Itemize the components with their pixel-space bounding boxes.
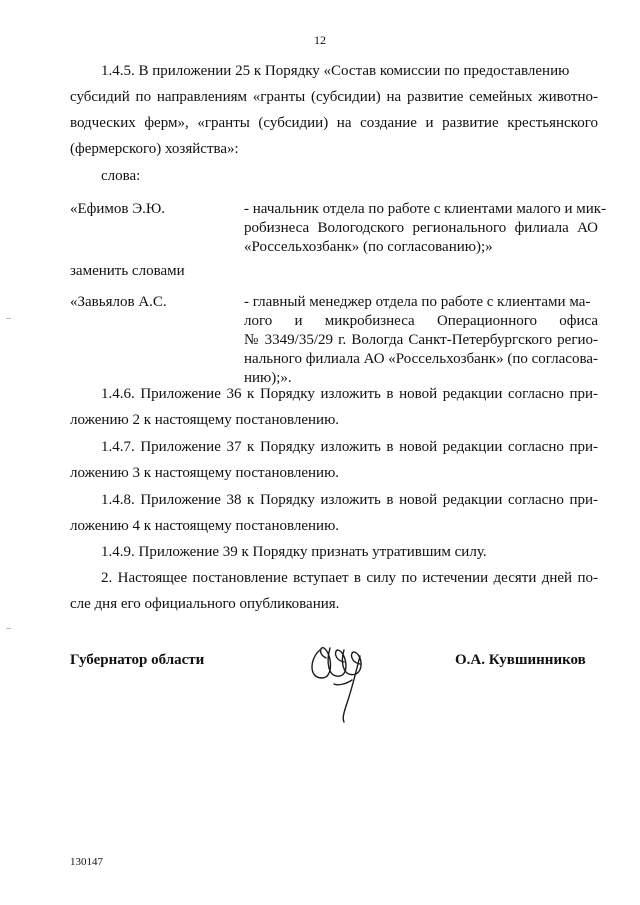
page-number: 12 xyxy=(314,33,326,47)
new-person-desc-2: лого и микробизнеса Операционного офиса xyxy=(244,313,598,329)
p146-line-2: ложению 2 к настоящему постановлению. xyxy=(70,412,340,428)
p145-line-1: 1.4.5. В приложении 25 к Порядку «Состав комиссии по предоставлению xyxy=(101,63,570,79)
p146-line-1: 1.4.6. Приложение 36 к Порядку изложить в новой редакции согласно при- xyxy=(101,386,598,402)
new-person-desc-3: № 3349/35/29 г. Вологда Санкт-Петербургского регио- xyxy=(244,332,598,348)
signer-position: Губернатор области xyxy=(70,652,205,668)
p145-line-4: (фермерского) хозяйства»: xyxy=(70,141,239,157)
document-code: 130147 xyxy=(70,856,103,868)
p148-line-2: ложению 4 к настоящему постановлению. xyxy=(70,518,340,534)
replace-label: заменить словами xyxy=(70,263,185,279)
new-person-name: «Завьялов А.С. xyxy=(70,294,167,310)
old-person-desc-1: - начальник отдела по работе с клиентами малого и мик- xyxy=(244,201,607,217)
words-label: слова: xyxy=(101,168,141,184)
p2-line-2: сле дня его официального опубликования. xyxy=(70,596,340,612)
handwritten-signature xyxy=(298,628,388,723)
p145-line-2: субсидий по направлениям «гранты (субсидии) на развитие семейных животно- xyxy=(70,89,598,105)
p145-line-3: водческих ферм», «гранты (субсидии) на создание и развитие крестьянского xyxy=(70,115,598,131)
signer-name: О.А. Кувшинников xyxy=(455,652,586,668)
scan-mark xyxy=(6,628,11,629)
p2-line-1: 2. Настоящее постановление вступает в силу по истечении десяти дней по- xyxy=(101,570,598,586)
new-person-desc-1: - главный менеджер отдела по работе с клиентами ма- xyxy=(244,294,591,310)
old-person-name: «Ефимов Э.Ю. xyxy=(70,201,166,217)
p148-line-1: 1.4.8. Приложение 38 к Порядку изложить в новой редакции согласно при- xyxy=(101,492,598,508)
p149-line: 1.4.9. Приложение 39 к Порядку признать утратившим силу. xyxy=(101,544,487,560)
new-person-desc-5: нию);». xyxy=(244,370,292,386)
p147-line-2: ложению 3 к настоящему постановлению. xyxy=(70,465,340,481)
new-person-desc-4: нального филиала АО «Россельхозбанк» (по согласова- xyxy=(244,351,599,367)
scan-mark xyxy=(6,318,11,319)
old-person-desc-3: «Россельхозбанк» (по согласованию);» xyxy=(244,239,493,255)
old-person-desc-2: робизнеса Вологодского регионального филиала АО xyxy=(244,220,598,236)
p147-line-1: 1.4.7. Приложение 37 к Порядку изложить в новой редакции согласно при- xyxy=(101,439,598,455)
